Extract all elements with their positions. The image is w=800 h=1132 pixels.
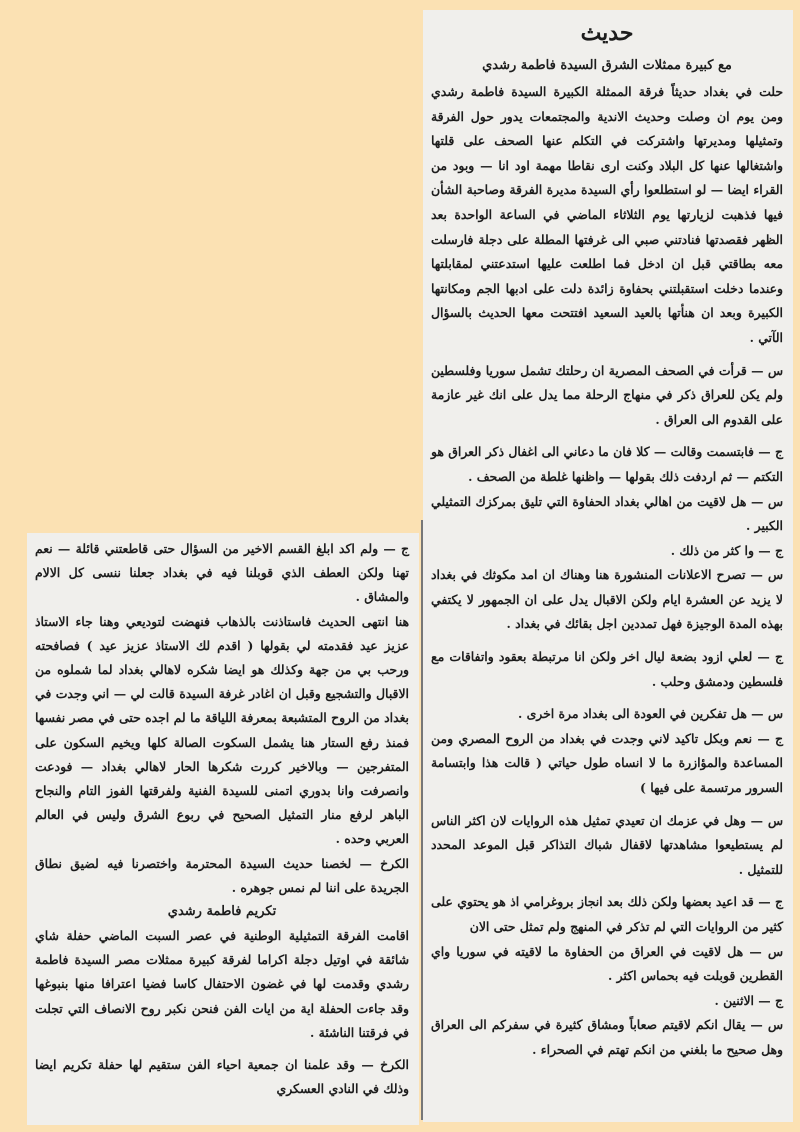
article-title: حديث xyxy=(580,20,634,46)
paragraph-a7: ج — ولم اكد ابلغ القسم الاخير من السؤال حتى قاطعتني قائلة — نعم تهنا ولكن العطف الذي قوبلنا فيه في بغداد جعلنا ننسى كل الالام والمشاق . xyxy=(35,541,409,605)
paragraph-a1: ج — فابتسمت وقالت — كلا فان ما دعاني الى اغفال ذكر العراق هو التكتم — ثم اردفت ذلك بقولها — واظنها غلطة من الصحف . xyxy=(431,444,783,484)
paragraph-q2: س — هل لاقيت من اهالي بغداد الحفاوة التي تليق بمركزك التمثيلي الكبير . xyxy=(431,493,783,534)
column-divider xyxy=(421,520,423,1120)
paragraph-a2: ج — وا كثر من ذلك . xyxy=(670,542,783,558)
paragraph-closing: هنا انتهى الحديث فاستاذنت بالذهاب فنهضت لتوديعي وهنا جاء الاستاذ عزيز عيد فقدمته لي بقولها ( اقدم لك الاستاذ عزيز عيد ) فصافحته ورحب بي من جهة وكذلك هو ايضا شكره لاهالي بغداد لما شملوه من الاقبال والتشجيع وقبل ان اغادر غرفة السيدة قالت لي — اني وجدت في بغداد من الروح المتشبعة بمعرفة اللياقة ما لم اجده حتى في مصر نفسها فمنذ رفع الستار هنا يشمل السكوت الصالة كلها ويخيم السكون على المتفرجين — وبالاخير كررت شكرها الحار لاهالي بغداد — فودعت وانصرفت وانا بدوري اتمنى للسيدة الفنية ولفرقتها الفوز التام والنجاح الباهر لرفع منار التمثيل الصحيح في ربوع الشرق وليس في العالم العربي وحده . xyxy=(35,613,409,847)
section-heading-tribute: تكريم فاطمة رشدي xyxy=(167,904,277,920)
article-column-left xyxy=(27,533,419,1125)
paragraph-a3: ج — لعلي ازود بضعة ليال اخر ولكن انا مرتبطة بعقود واتفاقات مع فلسطين ودمشق وحلب . xyxy=(431,649,783,689)
paragraph-intro: حلت في بغداد حديثاً فرقة الممثلة الكبيرة السيدة فاطمة رشدي ومن يوم ان وصلت وحديث الاندية والمجتمعات يدور حول الفرقة وتمثيلها ومديرتها واشتركت في التكلم عنها الصحف على قلتها واشتغالها عنها كل البلاد وكنت ارى نقاطا مهمة اود انا — وبود من القراء ايضا — لو استطلعوا رأي السيدة مديرة الفرقة وصاحبة الشأن فيها فذهبت لزيارتها يوم الثلاثاء الماضي في الساعة الواحدة بعد الظهر فقصدتها فنادتني صبي الى غرفتها المطلة على دجلة فارسلت معه بطاقتي قبل ان ادخل فما اطلعت عليها استدعتني لمقابلتها وعندما دخلت استقبلتني بحفاوة زائدة دلت على ادبها الجم ومكانتها الكبيرة وبعد ان هنأتها بالعيد السعيد افتتحت معها الحديث بالسؤال الآتي . xyxy=(431,84,783,345)
article-subtitle: مع كبيرة ممثلات الشرق السيدة فاطمة رشدي xyxy=(482,58,732,73)
paragraph-tribute: اقامت الفرقة التمثيلية الوطنية في عصر السبت الماضي حفلة شاي شائقة في اوتيل دجلة اكراما لفرقة كبيرة ممثلات مصر السيدة فاطمة رشدي وقدمت لها في غضون الاحتفال كاسا فضيا اعترافا منها بنبوغها وقد جاءت الحفلة اية من ايات الفن فنحن نكبر روح الانصاف التي تجلت في فرقتنا الناشئة . xyxy=(35,928,409,1040)
paragraph-tribute-note: الكرخ — وقد علمنا ان جمعية احياء الفن ستقيم لها حفلة تكريم ايضا وذلك في النادي العسكري xyxy=(35,1057,409,1097)
paragraph-editor-note: الكرخ — لخصنا حديث السيدة المحترمة واختصرنا فيه لضيق نطاق الجريدة على اننا لم نمس جوهره . xyxy=(35,855,409,895)
paragraph-q6: س — هل لاقيت في العراق من الحفاوة ما لاقيته في سوريا واي القطرين قوبلت فيه بحماس اكثر . xyxy=(431,943,783,984)
paragraph-a5: ج — قد اعيد بعضها ولكن ذلك بعد انجاز بروغرامي اذ هو يحتوي على كثير من الروايات التي لم تذكر في المنهج ولم تمثل حتى الان xyxy=(431,894,783,934)
paragraph-q3: س — تصرح الاعلانات المنشورة هنا وهناك ان امد مكوثك في بغداد لا يزيد عن العشرة ايام ولكن الاقبال يدل على ان الجمهور لا يكتفي بهذه المدة الوجيزة فهل تمددين اجل بقائك في بغداد . xyxy=(431,567,783,632)
paragraph-a4: ج — نعم وبكل تاكيد لاني وجدت في بغداد من الروح المصري ومن المساعدة والمؤازرة ما لا انساه طول حياتي ( قالت هذا وابتسامة السرور مرتسمة على فيها ) xyxy=(431,730,783,796)
paragraph-q5: س — وهل في عزمك ان تعيدي تمثيل هذه الروايات لان اكثر الناس لم يستطيعوا مشاهدتها لاقفال شباك التذاكر قبل الموعد المحدد للتمثيل . xyxy=(431,812,783,877)
paragraph-q1: س — قرأت في الصحف المصرية ان رحلتك تشمل سوريا وفلسطين ولم يكن للعراق ذكر في منهاج الرحلة مما يدل على انك غير عازمة على القدوم الى العراق . xyxy=(431,362,783,427)
paragraph-q7: س — يقال انكم لاقيتم صعاباً ومشاق كثيرة في سفركم الى العراق وهل صحيح ما بلغني من انكم تهتم في الصحراء . xyxy=(431,1017,783,1057)
paragraph-q4: س — هل تفكرين في العودة الى بغداد مرة اخرى . xyxy=(517,706,783,722)
article-column-right xyxy=(423,10,793,1122)
paragraph-a6: ج — الاثنين . xyxy=(714,992,783,1008)
